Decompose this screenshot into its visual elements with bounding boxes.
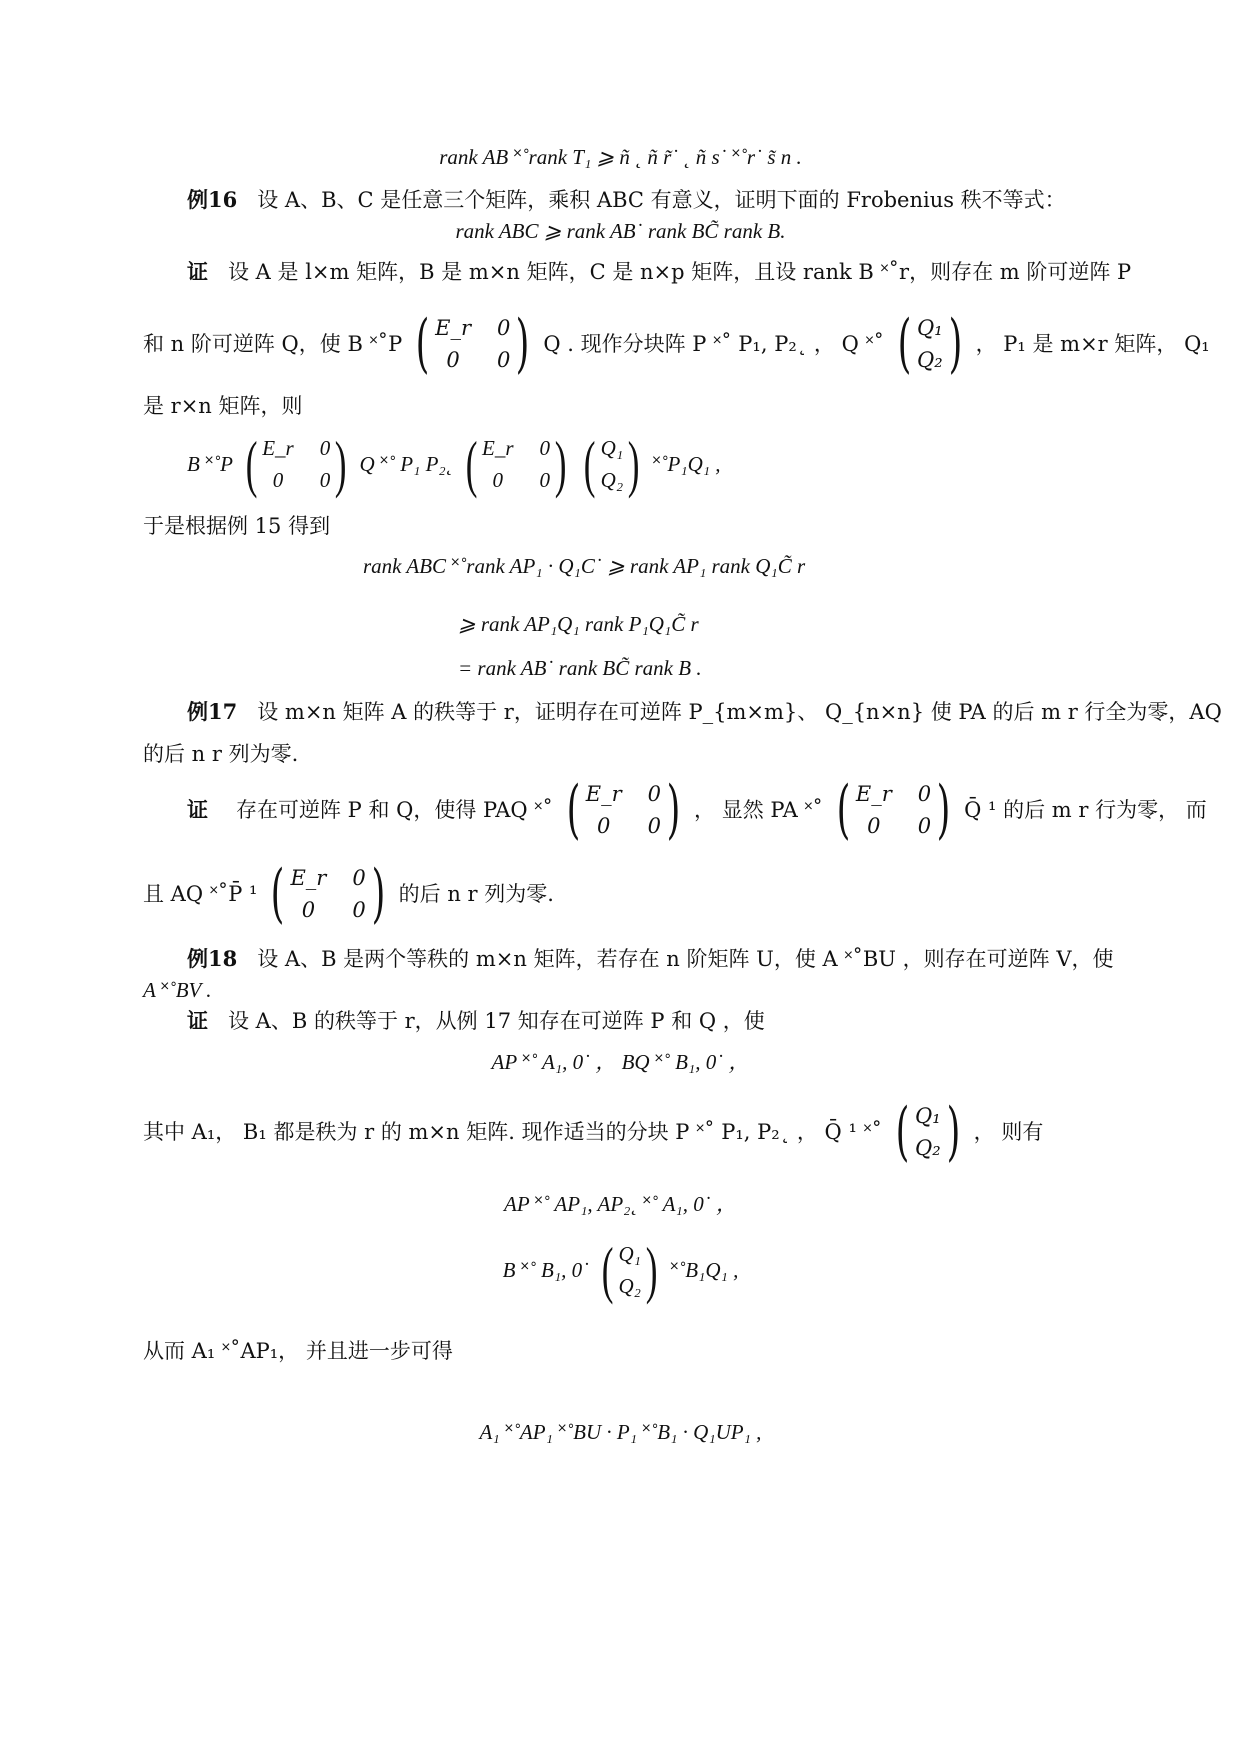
formula-b-decomp: B ˟˚P ( E_r 0 0 0 ) Q ˟˚ P₁ P₂˛ ( E_r 0 0 0 ) ( Q₁ Q₂ ) ˟˚P₁Q₁ , bbox=[187, 428, 721, 499]
example-17 bbox=[187, 698, 1222, 726]
example-16-heading: 例16 bbox=[187, 187, 238, 212]
example-17-text-2: 的后 n r 列为零. bbox=[143, 742, 299, 766]
proof-18-line-3: 从而 A₁ ˟˚AP₁， 并且进一步可得 bbox=[143, 1339, 453, 1363]
matrix-q-2: ( Q₁ Q₂ ) bbox=[895, 1095, 961, 1169]
formula-ap-blocks: AP ˟˚ AP₁, AP₂˛ ˟˚ A₁, 0˙ ， bbox=[504, 1192, 737, 1216]
proof-line-3: 是 r×n 矩阵，则 bbox=[143, 394, 303, 418]
proof-18-heading: 证 bbox=[187, 1008, 208, 1033]
formula-rank-2: ⩾ rank AP₁Q₁ rank P₁Q₁C̃ r bbox=[458, 612, 699, 636]
proof-line-2 bbox=[143, 307, 1210, 381]
proof-18-line-2: 其中 A₁， B₁ 都是秩为 r 的 m×n 矩阵. 现作适当的分块 P ˟˚ P₁, P₂˛ ， Q̄ ¹ ˟˚ ( Q₁ Q₂ ) ， 则有 bbox=[143, 1095, 1044, 1169]
example-17-heading: 例17 bbox=[187, 699, 238, 724]
proof-heading: 证 bbox=[187, 259, 208, 284]
proof-text-2c: ， P₁ 是 m×r 矩阵， Q₁ bbox=[975, 332, 1210, 356]
formula-a1: A₁ ˟˚AP₁ ˟˚BU · P₁ ˟˚B₁ · Q₁UP₁ , bbox=[479, 1420, 762, 1444]
proof-text-1: 设 A 是 l×m 矩阵，B 是 m×n 矩阵，C 是 n×p 矩阵，且设 rank B ˟˚r，则存在 m 阶可逆阵 P bbox=[228, 260, 1132, 284]
example-18-text-2: A ˟˚BV . bbox=[143, 978, 212, 1002]
example-18-text: 设 A、B 是两个等秩的 m×n 矩阵，若存在 n 阶矩阵 U，使 A ˟˚BU ，则存在可逆阵 V，使 bbox=[257, 947, 1114, 971]
proof-17: 证 存在可逆阵 P 和 Q，使得 PAQ ˟˚ ( E_r 0 0 0 ) ， 显然 PA ˟˚ ( E_r 0 0 0 ) Q̄ ¹ 的后 m r 行为零， 而 bbox=[187, 773, 1207, 847]
proof-17-line-2: 且 AQ ˟˚P̄ ¹ ( E_r 0 0 0 ) 的后 n r 列为零. bbox=[143, 857, 554, 931]
matrix-er-1: ( E_r 0 0 0 ) bbox=[245, 428, 347, 499]
formula-line-1: rank AB ˟˚rank T₁ ⩾ ñ ˛ ñ r̃˙ ˛ ñ s˙ ˟˚r˙ s̃ n . bbox=[439, 145, 802, 169]
matrix-er-3: ( E_r 0 0 0 ) bbox=[566, 773, 681, 847]
proof-17-heading: 证 bbox=[187, 797, 208, 822]
proof-line-4: 于是根据例 15 得到 bbox=[143, 514, 331, 538]
formula-b-blocks: B ˟˚ B₁, 0˙ ( Q₁ Q₂ ) ˟˚B₁Q₁ , bbox=[502, 1234, 739, 1305]
matrix-q-3: ( Q₁ Q₂ ) bbox=[601, 1234, 658, 1305]
proof-18: 证 设 A、B 的秩等于 r，从例 17 知存在可逆阵 P 和 Q ，使 bbox=[187, 1008, 765, 1033]
matrix-er-4: ( E_r 0 0 0 ) bbox=[836, 773, 951, 847]
matrix-er-5: ( E_r 0 0 0 ) bbox=[271, 857, 386, 931]
example-18 bbox=[187, 945, 1114, 973]
example-17-text: 设 m×n 矩阵 A 的秩等于 r，证明存在可逆阵 P_{m×m}、 Q_{n×n} 使 PA 的后 m r 行全为零，AQ bbox=[257, 700, 1222, 724]
formula-rank-abc: rank ABC ˟˚rank AP₁ · Q₁C˙ ⩾ rank AP₁ rank Q₁C̃ r bbox=[363, 554, 806, 578]
example-16-text: 设 A、B、C 是任意三个矩阵，乘积 ABC 有意义，证明下面的 Frobenius 秩不等式： bbox=[257, 188, 1066, 212]
frobenius-formula: rank ABC ⩾ rank AB˙ rank BC̃ rank B. bbox=[455, 219, 786, 243]
example-16 bbox=[187, 186, 1066, 214]
formula-ap-bq: AP ˟˚ A₁, 0˙ ， BQ ˟˚ B₁, 0˙ ， bbox=[491, 1050, 750, 1074]
proof-line-1 bbox=[187, 258, 1131, 286]
proof-text-2a: 和 n 阶可逆阵 Q，使 B ˟˚P bbox=[143, 332, 403, 356]
formula-rank-3: = rank AB˙ rank BC̃ rank B . bbox=[458, 656, 702, 680]
matrix-q-1: ( Q₁ Q₂ ) bbox=[584, 428, 640, 499]
block-matrix-er: ( E_r 0 0 0 ) bbox=[415, 307, 530, 381]
block-matrix-q: ( Q₁ Q₂ ) bbox=[897, 307, 962, 381]
example-18-heading: 例18 bbox=[187, 946, 238, 971]
matrix-er-2: ( E_r 0 0 0 ) bbox=[465, 428, 567, 499]
proof-text-2b: Q . 现作分块阵 P ˟˚ P₁, P₂˛ ， Q ˟˚ bbox=[543, 332, 885, 356]
